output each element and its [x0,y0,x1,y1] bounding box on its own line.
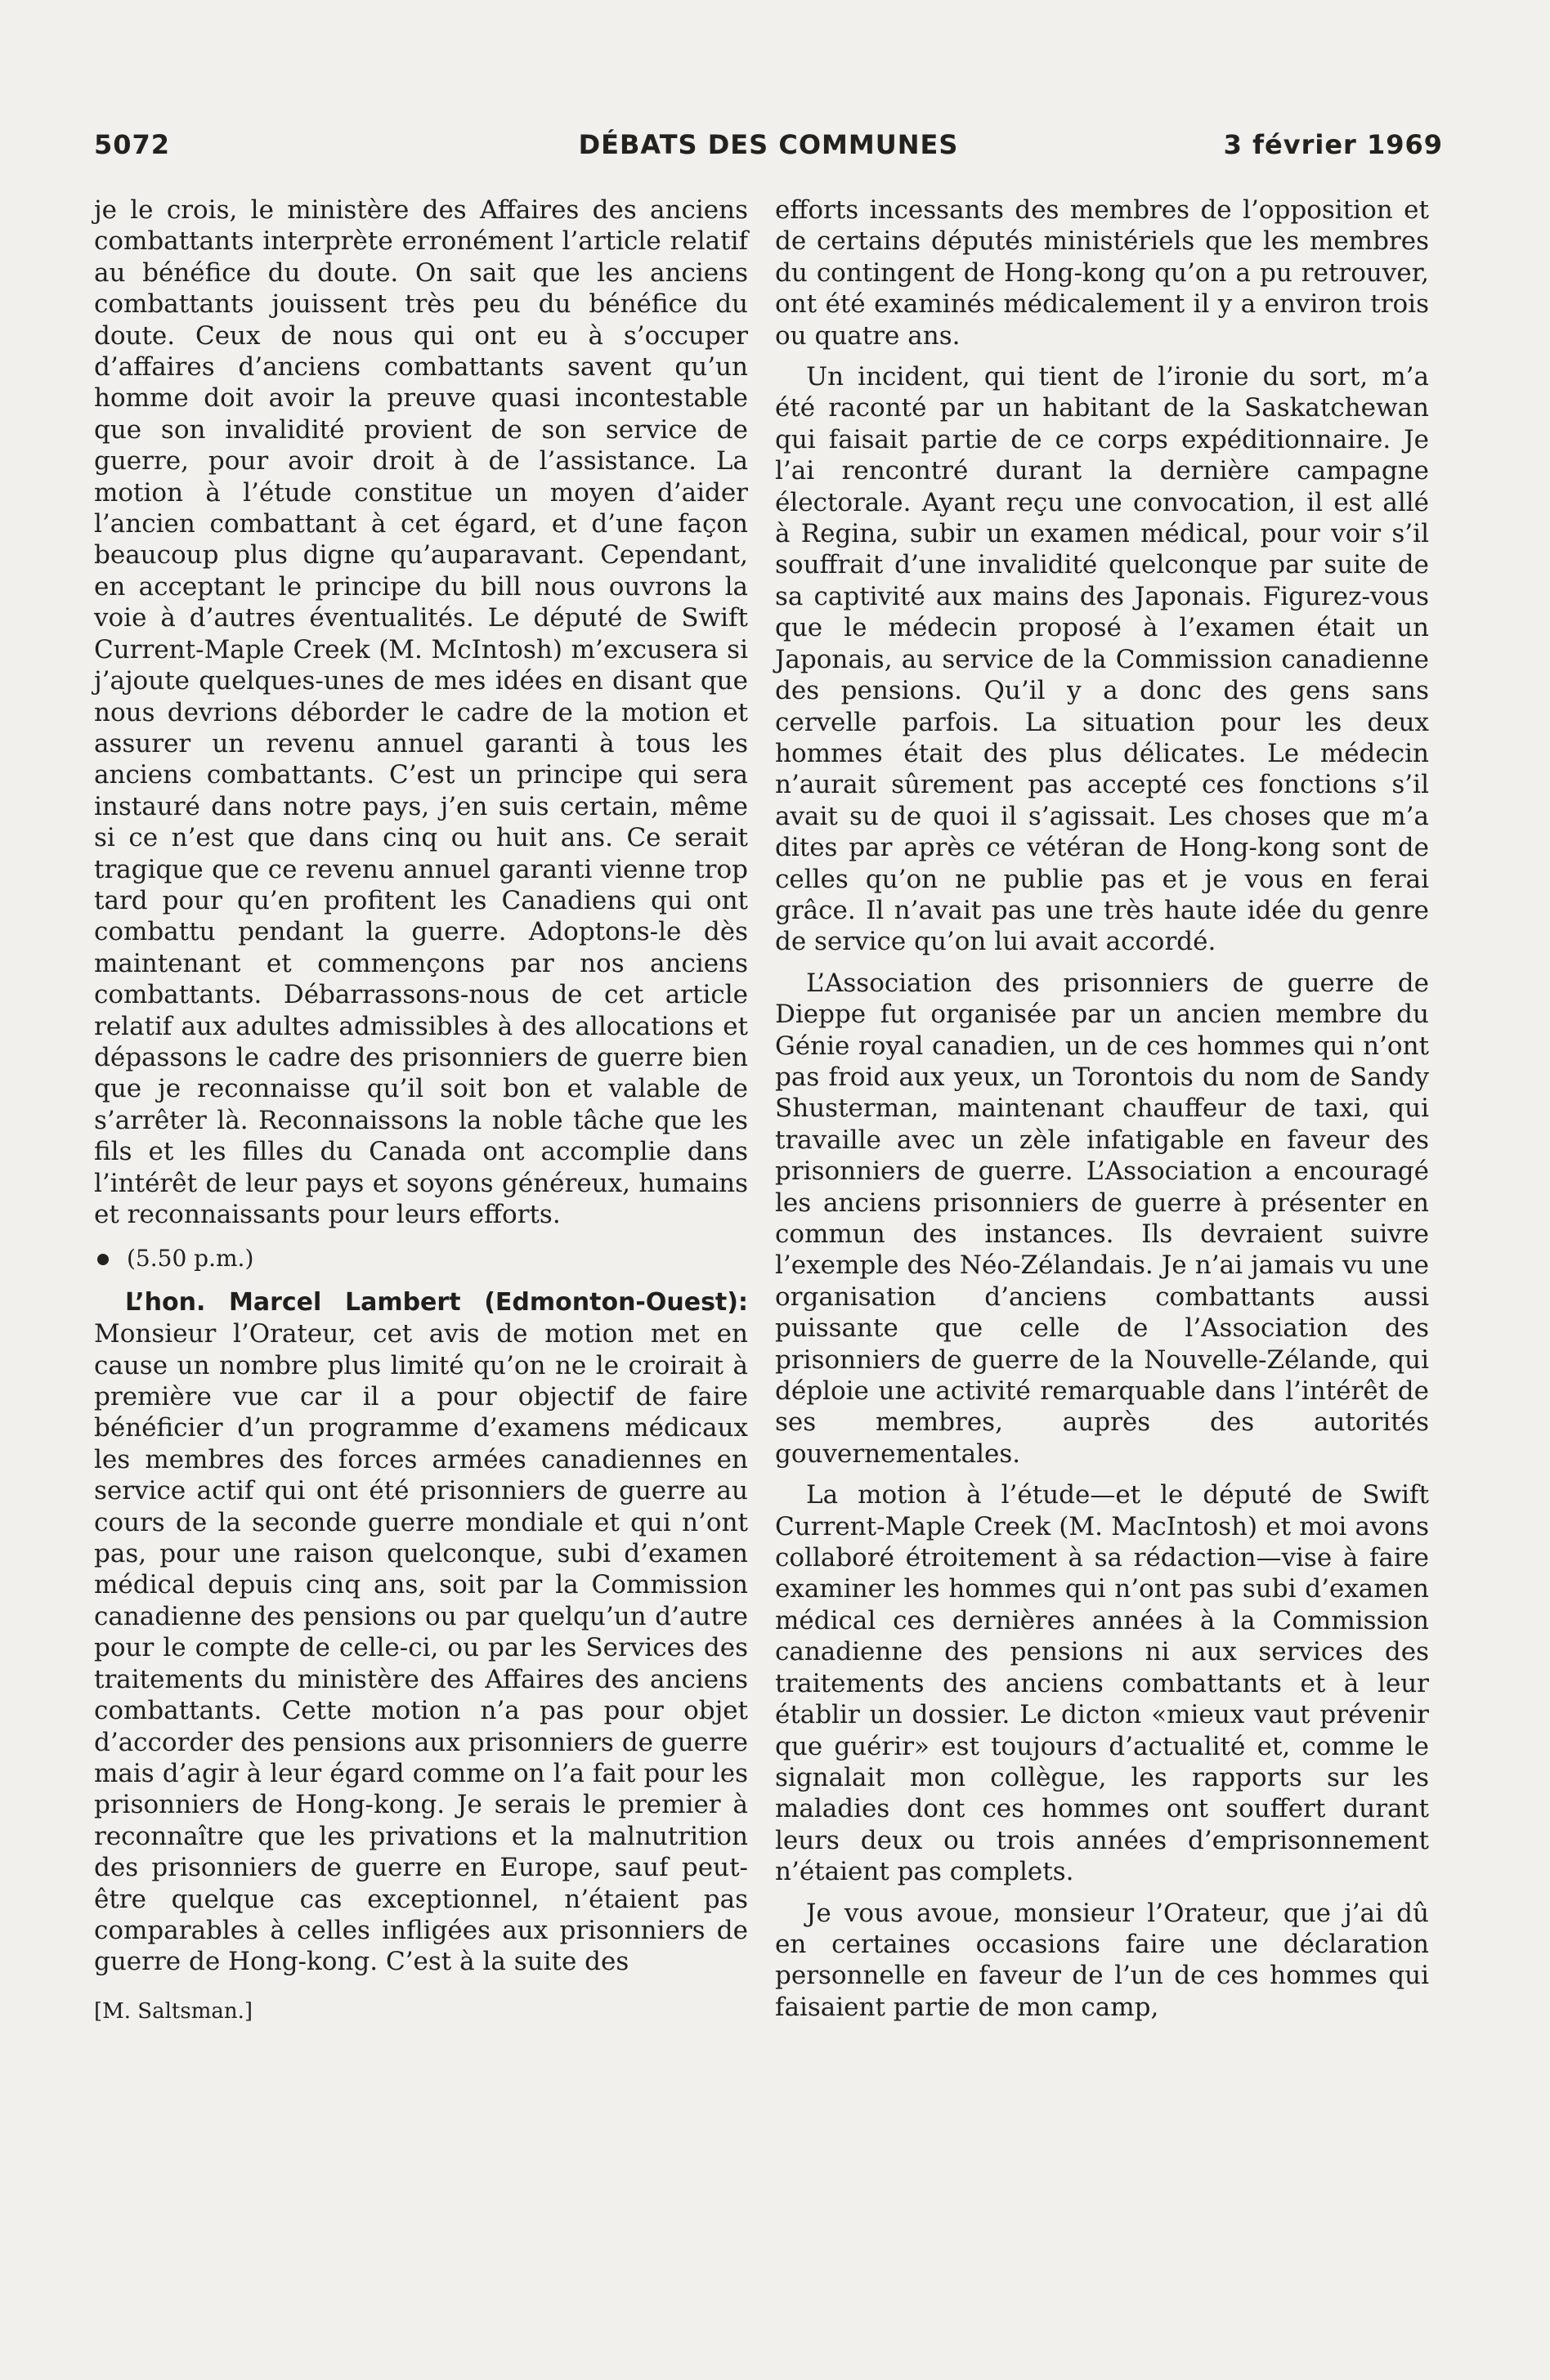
time-marker [94,1243,748,1274]
speaker-name: L’hon. Marcel Lambert (Edmonton-Ouest): [125,1287,748,1317]
page-number: 5072 [94,129,171,160]
journal-title: DÉBATS DES COMMUNES [578,129,959,160]
time-marker-text: (5.50 p.m.) [127,1245,254,1273]
bullet-icon [97,1254,109,1265]
speaker-attribution: [M. Saltsman.] [94,1998,253,2024]
paragraph: efforts incessants des membres de l’opposition et de certains députés ministériels que les membres du contingent de Hong-kong qu’on a pu retrouver, ont été examinés médicalement il y a environ trois ou quatre ans. [775,195,1429,351]
paragraph: Je vous avoue, monsieur l’Orateur, que j’ai dû en certaines occasions faire une déclaration personnelle en faveur de l’un de ces hommes qui faisaient partie de mon camp, [775,1898,1429,2022]
speech-text: Monsieur l’Orateur, cet avis de motion met en cause un nombre plus limité qu’on ne le croirait à première vue car il a pour objectif de faire bénéficier d’un programme d’examens médicaux les membres des forces armées canadiennes en service actif qui ont été prisonniers de guerre au cours de la seconde guerre mondiale et qui n’ont pas, pour une raison quelconque, subi d’examen médical depuis cinq ans, soit par la Commission canadienne des pensions ou par quelqu’un d’autre pour le compte de celle-ci, ou par les Services des traitements du ministère des Affaires des anciens combattants. Cette motion n’a pas pour objet d’accorder des pensions aux prisonniers de guerre mais d’agir à leur égard comme on l’a fait pour les prisonniers de Hong-kong. Je serais le premier à reconnaître que les privations et la malnutrition des prisonniers de guerre en Europe, sauf peut-être quelque cas exceptionnel, n’étaient pas comparables à celles infligées aux prisonniers de guerre de Hong-kong. C’est à la suite des [94,1319,748,1977]
left-column [94,195,748,2027]
speech-paragraph [94,1286,748,1978]
right-column [775,195,1429,2023]
paragraph: je le crois, le ministère des Affaires des anciens combattants interprète erronément l’article relatif au bénéfice du doute. On sait que les anciens combattants jouissent très peu du bénéfice du doute. Ceux de nous qui ont eu à s’occuper d’affaires d’anciens combattants savent qu’un homme doit avoir la preuve quasi incontestable que son invalidité provient de son service de guerre, pour avoir droit à de l’assistance. La motion à l’étude constitue un moyen d’aider l’ancien combattant à cet égard, et d’une façon beaucoup plus digne qu’auparavant. Cependant, en acceptant le principe du bill nous ouvrons la voie à d’autres éventualités. Le député de Swift Current-Maple Creek (M. McIntosh) m’excusera si j’ajoute quelques-unes de mes idées en disant que nous devrions déborder le cadre de la motion et assurer un revenu annuel garanti à tous les anciens combattants. C’est un principe qui sera instauré dans notre pays, j’en suis certain, même si ce n’est que dans cinq ou huit ans. Ce serait tragique que ce revenu annuel garanti vienne trop tard pour qu’en profitent les Canadiens qui ont combattu pendant la guerre. Adoptons-le dès maintenant et commençons par nos anciens combattants. Débarrassons-nous de cet article relatif aux adultes admissibles à des allocations et dépassons le cadre des prisonniers de guerre bien que je reconnaisse qu’il soit bon et valable de s’arrêter là. Reconnaissons la noble tâche que les fils et les filles du Canada ont accomplie dans l’intérêt de leur pays et soyons généreux, humains et reconnaissants pour leurs efforts. [94,195,748,1229]
issue-date: 3 février 1969 [1223,129,1443,160]
page-header [94,129,1443,175]
paragraph: Un incident, qui tient de l’ironie du sort, m’a été raconté par un habitant de la Saskatchewan qui faisait partie de ce corps expéditionnaire. Je l’ai rencontré durant la dernière campagne électorale. Ayant reçu une convocation, il est allé à Regina, subir un examen médical, pour voir s’il souffrait d’une invalidité quelconque par suite de sa captivité aux mains des Japonais. Figurez-vous que le médecin proposé à l’examen était un Japonais, au service de la Commission canadienne des pensions. Qu’il y a donc des gens sans cervelle parfois. La situation pour les deux hommes était des plus délicates. Le médecin n’aurait sûrement pas accepté ces fonctions s’il avait su de quoi il s’agissait. Les choses que m’a dites par après ce vétéran de Hong-kong sont de celles qu’on ne publie pas et je vous en ferai grâce. Il n’avait pas une très haute idée du genre de service qu’on lui avait accordé. [775,362,1429,957]
paragraph: La motion à l’étude—et le député de Swift Current-Maple Creek (M. MacIntosh) et moi avons collaboré étroitement à sa rédaction—vise à faire examiner les hommes qui n’ont pas subi d’examen médical ces dernières années à la Commission canadienne des pensions ni aux services des traitements des anciens combattants et à leur établir un dossier. Le dicton «mieux vaut prévenir que guérir» est toujours d’actualité et, comme le signalait mon collègue, les rapports sur les maladies dont ces hommes ont souffert durant leurs deux ou trois années d’emprisonnement n’étaient pas complets. [775,1480,1429,1887]
paragraph: L’Association des prisonniers de guerre de Dieppe fut organisée par un ancien membre du Génie royal canadien, un de ces hommes qui n’ont pas froid aux yeux, un Torontois du nom de Sandy Shusterman, maintenant chauffeur de taxi, qui travaille avec un zèle infatigable en faveur des prisonniers de guerre. L’Association a encouragé les anciens prisonniers de guerre à présenter en commun des instances. Ils devraient suivre l’exemple des Néo-Zélandais. Je n’ai jamais vu une organisation d’anciens combattants aussi puissante que celle de l’Association des prisonniers de guerre de la Nouvelle-Zélande, qui déploie une activité remarquable dans l’intérêt de ses membres, auprès des autorités gouvernementales. [775,968,1429,1469]
